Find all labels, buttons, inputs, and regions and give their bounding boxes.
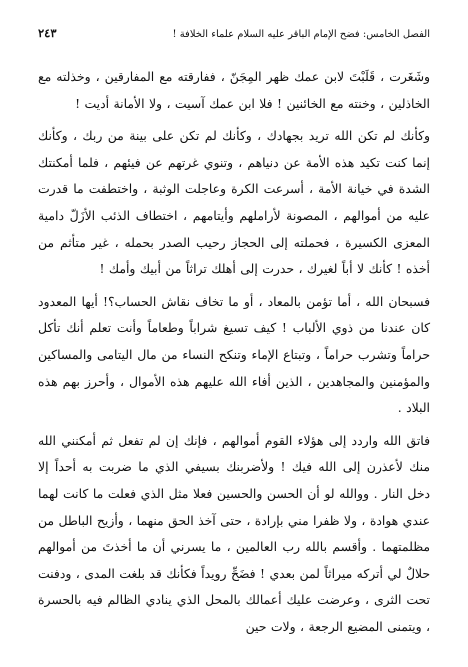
body-text (38, 64, 430, 640)
running-header-title: الفصل الخامس: فضح الإمام الباقر عليه السلام علماء الخلافة ! (172, 29, 430, 40)
paragraph: وكأنك لم تكن الله تريد بجهادك ، وكأنك لم تكن على بينة من ربك ، وكأنك إنما كنت تكيد هذه الأمة عن دنياهم ، وتنوي غرتهم عن فيئهم ، فلما أمكنتك الشدة في خيانة الأمة ، أسرعت الكرة وعاجلت الوثبة ، واختطفت ما قدرت عليه من أموالهم ، المصونة لأراملهم وأيتامهم ، اختطاف الذئب الأزَلّ دامية المعزى الكسيرة ، فحملته إلى الحجاز رحيب الصدر بحمله ، غير متأثم من أخذه ! كأنك لا أباً لغيرك ، حدرت إلى أهلك تراثاً من أبيك وأمك ! (38, 128, 430, 277)
running-header (38, 26, 430, 46)
paragraph: فسبحان الله ، أما تؤمن بالمعاد ، أو ما تخاف نقاش الحساب؟! أيها المعدود كان عندنا من ذوي الألباب ! كيف تسيغ شراباً وطعاماً وأنت تعلم أنك تأكل حراماً وتشرب حراماً ، وتبتاع الإماء وتنكح النساء من مال اليتامى والمساكين والمؤمنين والمجاهدين ، الذين أفاء الله عليهم هذه الأموال ، وأحرز بهم هذه البلاد . (38, 293, 430, 416)
page-number: ٢٤٣ (38, 26, 57, 40)
paragraph: وشَغَرت ، قَلَبْتَ لابن عمك ظهر المِجَنّ ، ففارقته مع المفارقين ، وخذلته مع الخاذلين ، وخنته مع الخائنين ! فلا ابن عمك آسيت ، ولا الأمانة أديت ! (38, 69, 430, 111)
paragraph: فاتق الله واردد إلى هؤلاء القوم أموالهم ، فإنك إن لم تفعل ثم أمكنني الله منك لأعذرن إلى الله فيك ! ولأضربنك بسيفي الذي ما ضربت به أحداً إلا دخل النار . ووالله لو أن الحسن والحسين فعلا مثل الذي فعلت ما كانت لهما عندي هوادة ، ولا ظفرا مني بإرادة ، حتى آخذ الحق منهما ، وأزيح الباطل من مظلمتهما . وأقسم بالله رب العالمين ، ما يسرني أن ما أخذتَ من أموالهم حلالٌ لي أتركه ميراثاً لمن بعدي ! فضَحِّ رويداً فكأنك قد بلغت المدى ، ودفنت تحت الثرى ، وعرضت عليك أعمالك بالمحل الذي ينادي الظالم فيه بالحسرة ، ويتمنى المضيع الرجعة ، ولات حين (38, 432, 430, 634)
